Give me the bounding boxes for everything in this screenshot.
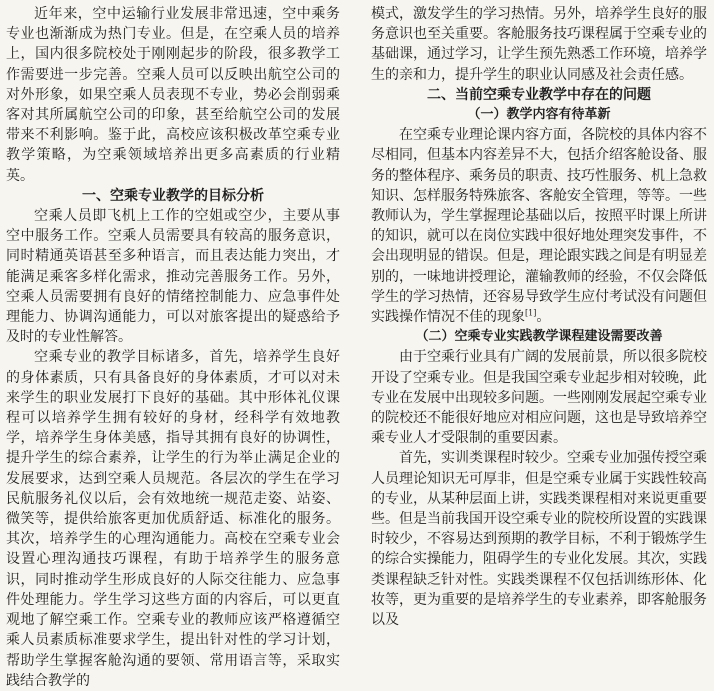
paragraph-curriculum-text: 在空乘专业理论课内容方面，各院校的具体内容不尽相同，但基本内容差异不大，包括介绍客舱设备、服务的整体程序、乘务员的职责、技巧性服务、机上急救知识、怎样服务特殊旅客、客舱安全管理，等等。一些教师认为，学生掌握理论基础以后，按照平时课上所讲的知识，就可以在岗位实践中很好地处理突发事件，不会出现明显的错误。但是，理论跟实践之间是有明显差别的，一味地讲授理论，灌输教师的经验，不仅会降低学生的学习热情，还容易导致学生应付考试没有问题但实践操作情况不佳的现象 (371, 127, 707, 326)
paragraph-practice-hours: 首先，实训类课程时较少。空乘专业加强传授空乘人员理论知识无可厚非，但是空乘专业属于实践性较高的专业，从某种层面上讲，实践类课程相对来说更重要些。但是当前我国开设空乘专业的院校所设置的实践课时较少，不容易达到预期的教学目标，不利于锻炼学生的综合实操能力，阻碍学生的专业化发展。其次，实践类课程缺乏针对性。实践类课程不仅包括训练形体、化妆等，更为重要的是培养学生的专业素养，即客舱服务以及 (371, 450, 707, 629)
intro-paragraph: 近年来，空中运输行业发展非常迅速，空中乘务专业也渐渐成为热门专业。但是，在空乘人员的培养上，国内很多院校处于刚刚起步的阶段，很多教学工作需要进一步完善。空乘人员可以反映出航空公司的对外形象，如果空乘人员表现不专业，势必会削弱乘客对其所属航空公司的印象，甚至给航空公司的发展带来不利影响。鉴于此，高校应该积极改革空乘专业教学策略，为空乘领域培养出更多高素质的行业精英。 (6, 6, 340, 184)
paragraph-industry-growth: 由于空乘行业具有广阔的发展前景，所以很多院校开设了空乘专业。但是我国空乘专业起步相对较晚，此专业在发展中出现较多问题。一些刚刚发展起空乘专业的院校还不能很好地应对相应问题，这也是导致培养空乘专业人才受限制的重要因素。 (371, 349, 707, 447)
left-column (6, 4, 340, 689)
section-heading-2: 二、当前空乘专业教学中存在的问题 (427, 86, 651, 103)
subsection-heading-2-1: （一）教学内容有待革新 (467, 107, 611, 123)
paragraph-curriculum-content (371, 125, 707, 327)
paragraph-curriculum-end: 。 (536, 309, 551, 326)
right-column (371, 4, 707, 629)
paragraph-continuation: 模式，激发学生的学习热情。另外，培养学生良好的服务意识也至关重要。客舱服务技巧课程属于空乘专业的基础课，通过学习，让学生预先熟悉工作环境，培养学生的亲和力，提升学生的职业认同感及社会责任感。 (371, 6, 707, 83)
section-heading-1: 一、空乘专业教学的目标分析 (82, 187, 264, 204)
paragraph-teaching-goals: 空乘专业的教学目标诸多，首先，培养学生良好的身体素质，只有具备良好的身体素质，才可以对未来学生的职业发展打下良好的基础。其中形体礼仪课程可以培养学生拥有较好的身材，经科学有效地教学，培养学生身体美感，指导其拥有良好的协调性，提升学生的综合素养，让学生的行为举止满足企业的发展要求，达到空乘人员规范。各层次的学生在学习民航服务礼仪以后，会有效地统一规范走姿、站姿、微笑等，提供给旅客更加优质舒适、标准化的服务。其次，培养学生的心理沟通能力。高校在空乘专业会设置心理沟通技巧课程，有助于培养学生的服务意识，同时推动学生形成良好的人际交往能力、应急事件处理能力。学生学习这些方面的内容后，可以更直观地了解空乘工作。空乘专业的教师应该严格遵循空乘人员素质标准要求学生，提出针对性的学习计划，帮助学生掌握客舱沟通的要领、常用语言等，采取实践结合教学的 (6, 349, 340, 689)
citation-marker: [1] (525, 308, 537, 318)
paragraph-crew-duties: 空乘人员即飞机上工作的空姐或空少，主要从事空中服务工作。空乘人员需要具有较高的服务意识，同时精通英语甚至多种语言，而且表达能力突出，才能满足乘客多样化需求，推动完善服务工作。另外，空乘人员需要拥有良好的情绪控制能力、应急事件处理能力、协调沟通能力，可以对旅客提出的疑惑给予及时的专业性解答。 (6, 208, 340, 346)
subsection-heading-2-2: （二）空乘专业实践教学课程建设需要改善 (415, 329, 663, 345)
